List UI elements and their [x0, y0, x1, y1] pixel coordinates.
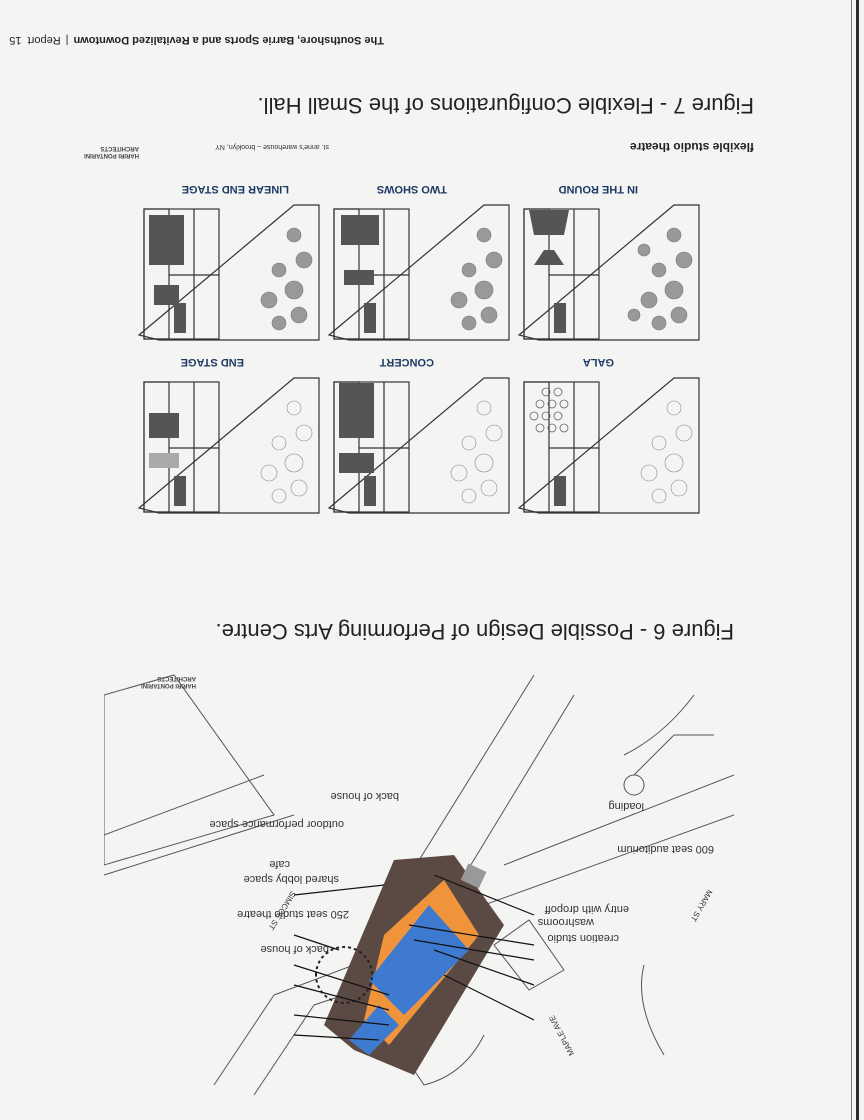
plan-drawing-in-the-round: [514, 200, 704, 345]
callout-creation-studio: creation studio: [547, 932, 619, 944]
street-label-mary: MARY ST: [688, 887, 715, 924]
plan-label-gala: GALA: [582, 356, 614, 368]
callout-600-seat-auditorium: 600 seat auditorium: [617, 843, 714, 855]
callout-back-of-house-top: back of house: [330, 790, 399, 802]
plan-label-end-stage: END STAGE: [180, 356, 244, 368]
footer-separator: |: [65, 34, 69, 46]
scan-binding-edge-line: [851, 0, 852, 1120]
street-label-maple: MAPLE AVE: [547, 1013, 577, 1058]
callout-outdoor-performance-space: outdoor performance space: [209, 818, 344, 830]
figure7-caption: Figure 7 - Flexible Configurations of the Small Hall.: [257, 93, 754, 118]
plan-label-linear-end-stage: LINEAR END STAGE: [181, 183, 289, 195]
footer-page-number: 15: [9, 34, 22, 46]
figure7-credit: HARIRI PONTARINI ARCHITECTS: [84, 145, 139, 158]
callout-washrooms: washrooms: [537, 916, 594, 928]
plan-label-two-shows: TWO SHOWS: [376, 183, 447, 195]
callout-250-seat-studio-theatre: 250 seat studio theatre: [237, 908, 349, 920]
callout-entry-with-dropoff: entry with dropoff: [544, 903, 629, 915]
figure7-subtitle: flexible studio theatre: [629, 140, 754, 154]
footer-report-label: Report: [27, 34, 61, 46]
site-plan-figure6: [104, 660, 734, 1115]
page-footer: [9, 34, 384, 46]
figure6-caption: Figure 6 - Possible Design of Performing Arts Centre.: [215, 619, 734, 644]
plan-drawing-two-shows: [324, 200, 514, 345]
figure7-location: st. anne's warehouse – brooklyn, NY: [215, 143, 329, 150]
plan-drawing-gala: [514, 373, 704, 518]
callout-shared-lobby-space: shared lobby space: [243, 873, 339, 885]
figure6-credit: HARIRI PONTARINI ARCHITECTS: [141, 675, 196, 688]
plan-drawing-concert: [324, 373, 514, 518]
footer-title: The Southshore, Barrie Sports and a Revitalized Downtown: [73, 34, 384, 46]
plan-drawing-linear-end-stage: [134, 200, 324, 345]
scan-binding-edge: [856, 0, 859, 1120]
plan-drawing-end-stage: [134, 373, 324, 518]
callout-cafe: cafe: [269, 858, 290, 870]
street-label-simcoe: SIMCOE ST: [266, 889, 298, 932]
plan-label-in-the-round: IN THE ROUND: [558, 183, 638, 195]
callout-back-of-house-bottom: back of house: [260, 943, 329, 955]
callout-loading: loading: [608, 800, 644, 812]
plan-label-concert: CONCERT: [379, 356, 434, 368]
